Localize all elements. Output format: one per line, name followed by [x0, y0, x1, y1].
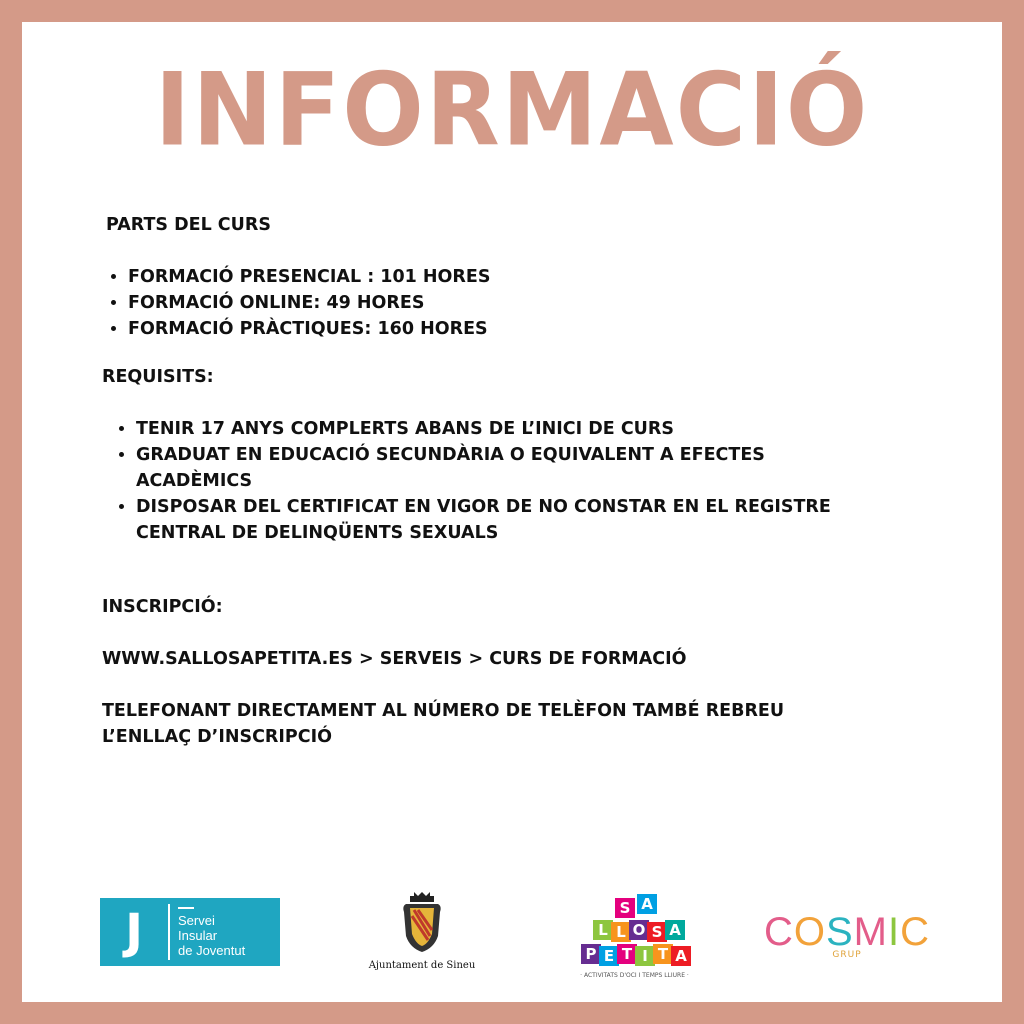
sineu-label: Ajuntament de Sineu [368, 960, 476, 971]
list-item: • FORMACIÓ PRÀCTIQUES: 160 HORES [128, 316, 942, 342]
inscripcio-phone: TELEFONANT DIRECTAMENT AL NÚMERO DE TELÈFON TAMBÉ REBREU L’ENLLAÇ D’INSCRIPCIÓ [102, 701, 785, 747]
poster-panel [22, 22, 1002, 1002]
requisits-heading: REQUISITS: [102, 367, 214, 387]
cosmic-logo [762, 912, 932, 972]
list-item: • DISPOSAR DEL CERTIFICAT EN VIGOR DE NO CONSTAR EN EL REGISTRE CENTRAL DE DELINQÜENTS SEXUALS [136, 494, 876, 546]
list-item: • FORMACIÓ PRESENCIAL : 101 HORES [128, 264, 942, 290]
llosa-subtitle: · ACTIVITATS D'OCI I TEMPS LLIURE · [580, 972, 689, 979]
joventut-letter: J [125, 904, 143, 960]
list-item: • FORMACIÓ ONLINE: 49 HORES [128, 290, 942, 316]
joventut-logo [100, 898, 280, 966]
page-title: INFORMACIÓ [154, 51, 870, 169]
cosmic-sub: GRUP [832, 950, 862, 960]
info-content [102, 212, 942, 750]
llosa-logo: S A L L O S A P E T I T A · ACTIVITATS D'OCI I TEMPS LLIURE · [577, 892, 692, 992]
list-item: • TENIR 17 ANYS COMPLERTS ABANS DE L’INICI DE CURS [136, 416, 876, 442]
parts-list [102, 264, 942, 342]
list-item: • GRADUAT EN EDUCACIÓ SECUNDÀRIA O EQUIVALENT A EFECTES ACADÈMICS [136, 442, 876, 494]
inscripcio-web: WWW.SALLOSAPETITA.ES > SERVEIS > CURS DE FORMACIÓ [102, 649, 687, 669]
joventut-text: Servei Insular de Joventut [178, 907, 245, 958]
sineu-logo [362, 892, 482, 982]
requisits-list [102, 416, 876, 546]
cosmic-name: COSMIC [763, 910, 931, 954]
inscripcio-heading: INSCRIPCIÓ: [102, 597, 223, 617]
coat-of-arms-icon [400, 892, 444, 954]
sponsor-logos [22, 892, 1002, 992]
parts-heading: PARTS DEL CURS [106, 215, 271, 235]
